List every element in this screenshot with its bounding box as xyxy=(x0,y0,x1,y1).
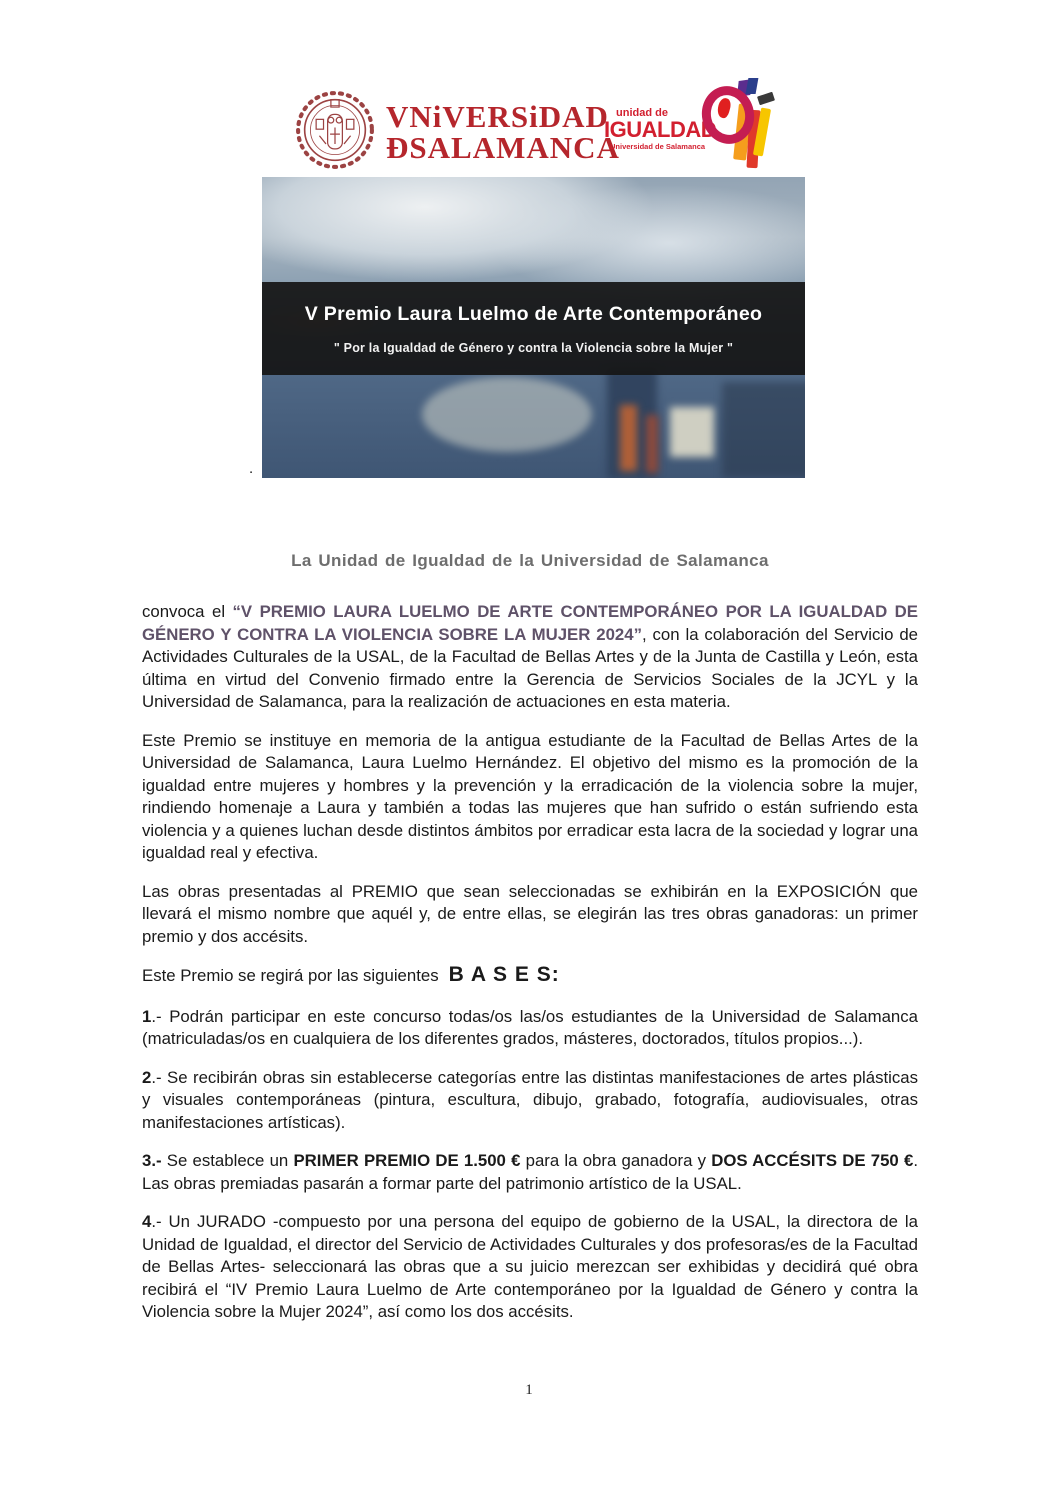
page-number: 1 xyxy=(525,1382,533,1398)
stray-period: . xyxy=(249,460,254,477)
banner-paint-orange-stroke xyxy=(620,405,637,471)
obras-paragraph: Las obras presentadas al PREMIO que sean seleccionadas se exhibirán en la EXPOSICIÓN que llevará el mismo nombre que aquél y, de entre ellas, se elegirán las tres obras ganadoras: un primer premio y dos accésits. xyxy=(142,881,918,946)
banner-title-band xyxy=(262,282,805,375)
igualdad-logo-main-label: IGUALDAD xyxy=(604,117,717,142)
base-item-4-number: 4 xyxy=(142,1212,152,1231)
base-item-3-prize-2: DOS ACCÉSITS DE 750 € xyxy=(711,1151,914,1170)
usal-logo xyxy=(294,84,620,181)
banner-paint-smoke xyxy=(422,377,592,452)
base-item-1 xyxy=(142,1006,918,1051)
base-item-2-number: 2 xyxy=(142,1067,152,1087)
base-item-3 xyxy=(142,1150,918,1195)
award-title-highlight: “V PREMIO LAURA LUELMO DE ARTE CONTEMPORÁNEO POR LA IGUALDAD DE GÉNERO Y CONTRA LA VIOLENCIA SOBRE LA MUJER 2024” xyxy=(142,602,918,644)
base-item-1-text: .- Podrán participar en este concurso todas/os las/os estudiantes de la Universidad de Salamanca (matriculadas/os en cualquiera de los diferentes grados, másteres, doctorados, títulos propios...). xyxy=(142,1006,918,1048)
base-item-2 xyxy=(142,1067,918,1135)
base-item-3-text-2: para la obra ganadora y xyxy=(520,1151,712,1170)
base-item-1-number: 1 xyxy=(142,1006,152,1026)
page-title: La Unidad de Igualdad de la Universidad de Salamanca xyxy=(291,551,769,570)
base-item-4-text: .- Un JURADO -compuesto por una persona del equipo de gobierno de la USAL, la directora de la Unidad de Igualdad, el director del Servicio de Actividades Culturales y dos profesoras/es de la Facultad de Bellas Artes- seleccionará las obras que a su juicio merezcan ser exhibidas y decidirá qué obra recibirá el “IV Premio Laura Luelmo de Arte contemporáneo por la Igualdad de Género y contra la Violencia sobre la Mujer 2024”, así como los dos accésits. xyxy=(142,1212,918,1321)
banner-image xyxy=(262,177,805,478)
bases-intro-line xyxy=(142,964,918,988)
igualdad-blue-shape xyxy=(746,78,759,94)
igualdad-logo xyxy=(604,80,764,178)
document-body xyxy=(142,601,918,1340)
bases-label: B A S E S: xyxy=(448,963,560,986)
memoria-paragraph: Este Premio se instituye en memoria de la antigua estudiante de la Facultad de Bellas Artes de la Universidad de Salamanca, Laura Luelmo Hernández. El objetivo del mismo es la promoción de la igualdad entre mujeres y hombres y la prevención y la erradicación de la violencia sobre la mujer, rindiendo homenaje a Laura y también a todas las mujeres que han sufrido o están sufriendo esta violencia y a quienes luchan desde distintos ámbitos por erradicar esta lacra de la sociedad y lograr una igualdad real y efectiva. xyxy=(142,730,918,862)
igualdad-logo-text xyxy=(604,108,716,151)
igualdad-logo-top-label: unidad de xyxy=(616,107,668,119)
banner-paint-red-stroke xyxy=(646,415,658,473)
intro-post-text: , con la colaboración del Servicio de Actividades Culturales de la USAL, de la Facultad de Bellas Artes y de la Junta de Castilla y León, esta última en virtud del Convenio firmado entre la Gerencia de Servicios Sociales de la JCYL y la Universidad de Salamanca, para la realización de actuaciones en esta materia. xyxy=(142,624,919,711)
usal-wordmark-line2: ĐSALAMANCA xyxy=(386,129,620,165)
base-item-3-prize-1: PRIMER PREMIO DE 1.500 € xyxy=(293,1151,521,1170)
igualdad-dark-shape xyxy=(757,92,775,106)
igualdad-figure-icon xyxy=(702,80,764,178)
usal-seal-icon xyxy=(294,84,376,181)
igualdad-logo-bottom-label: Universidad de Salamanca xyxy=(610,142,706,151)
base-item-3-text-1: Se establece un xyxy=(161,1151,294,1170)
base-item-2-text: .- Se recibirán obras sin establecerse categorías entre las distintas manifestaciones de artes plásticas y visuales contemporáneas (pintura, escultura, dibujo, grabado, fotografía, audiovisuales, otras manifestaciones artísticas). xyxy=(142,1067,918,1132)
banner-subtitle: " Por la Igualdad de Género y contra la Violencia sobre la Mujer " xyxy=(333,340,734,355)
banner-title: V Premio Laura Luelmo de Arte Contemporáneo xyxy=(304,302,763,325)
intro-pre-text: convoca el xyxy=(142,602,233,621)
banner-paint-white-patch xyxy=(670,407,714,457)
base-item-3-text-3: . Las obras premiadas pasarán a formar parte del patrimonio artístico de la USAL. xyxy=(142,1151,918,1193)
banner-paint-right-shadow xyxy=(722,382,805,478)
usal-wordmark xyxy=(386,99,620,165)
base-item-4 xyxy=(142,1211,918,1324)
intro-paragraph xyxy=(142,601,918,714)
usal-wordmark-line1: VNiVERSiDAD xyxy=(386,99,609,135)
bases-pre-text: Este Premio se regirá por las siguientes xyxy=(142,966,439,985)
base-item-3-number: 3.- xyxy=(142,1151,162,1170)
